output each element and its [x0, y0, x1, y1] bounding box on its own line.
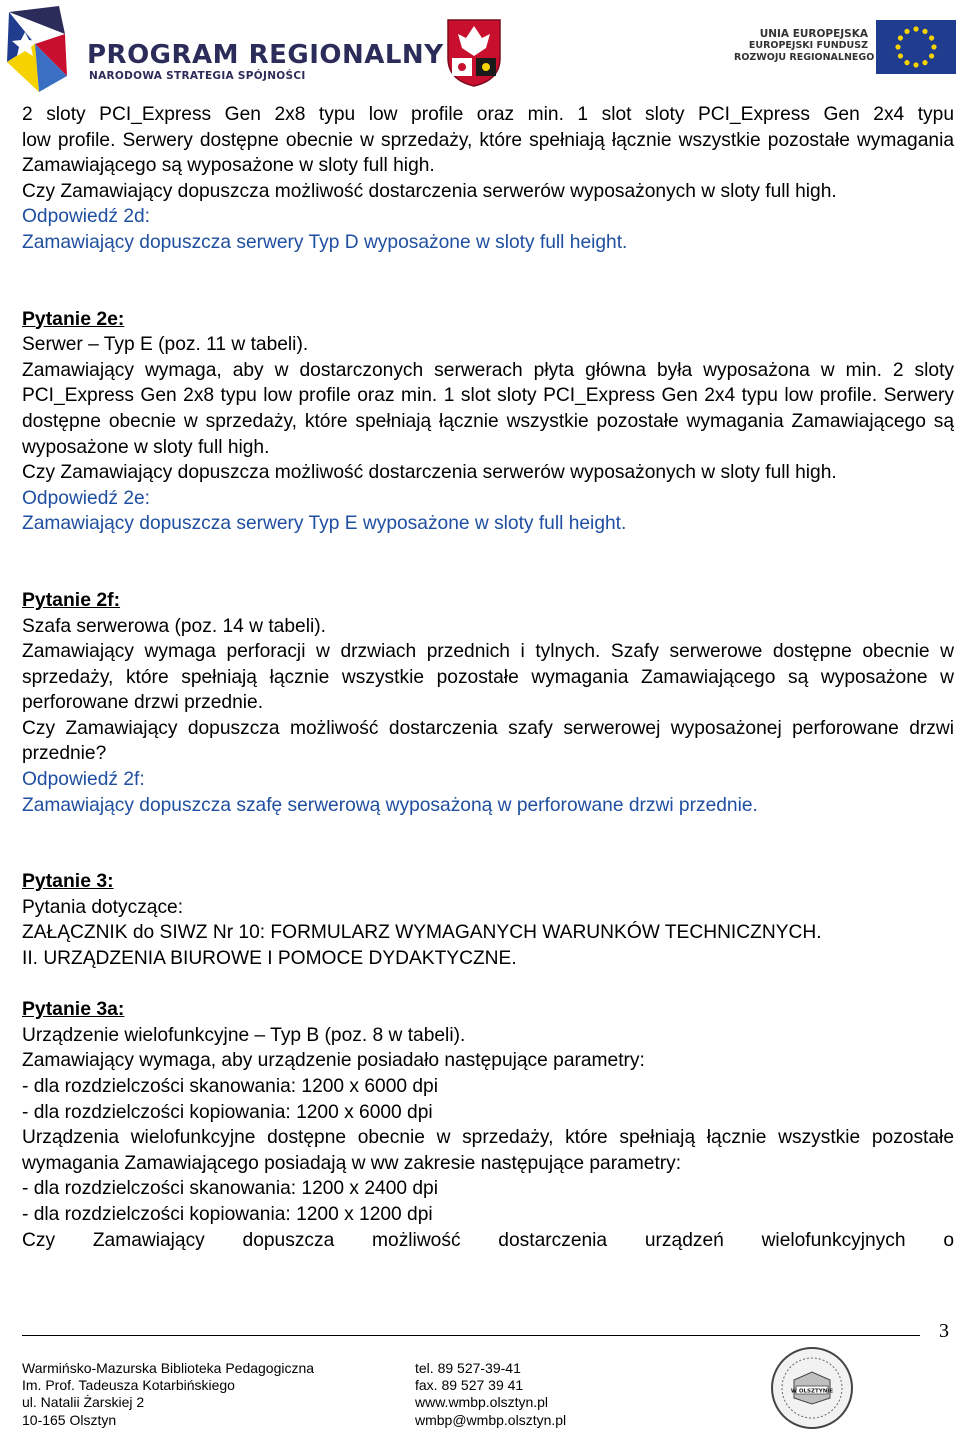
footer-contact	[415, 1360, 566, 1429]
page-header	[0, 0, 960, 95]
program-subtitle: NARODOWA STRATEGIA SPÓJNOŚCI	[89, 70, 306, 82]
eu-title: UNIA EUROPEJSKA	[759, 28, 868, 40]
footer-divider	[22, 1335, 920, 1336]
question-2f-label: Pytanie 2f:	[22, 588, 121, 611]
question-2f-text: Czy Zamawiający dopuszcza możliwość dostarczenia szafy serwerowej wyposażonej perforowane drzwi przednie?	[22, 717, 954, 765]
eu-fund-line2: ROZWOJU REGIONALNEGO	[734, 52, 875, 63]
spacer	[22, 256, 954, 307]
footer-address	[22, 1360, 314, 1429]
paragraph-slots-line1: 2 sloty PCI_Express Gen 2x8 typu low profile oraz min. 1 slot sloty PCI_Express Gen 2x4 typu	[22, 104, 954, 125]
program-title: PROGRAM REGIONALNY	[87, 40, 444, 70]
star-logo-icon	[5, 4, 85, 94]
answer-2e-text: Zamawiający dopuszcza serwery Typ E wyposażone w sloty full height.	[22, 513, 627, 535]
spacer	[22, 537, 954, 588]
program-regionalny-logo	[5, 4, 444, 94]
eu-text-block	[734, 28, 875, 64]
library-seal-icon	[770, 1346, 854, 1430]
question-2e-subject: Serwer – Typ E (poz. 11 w tabeli).	[22, 334, 309, 356]
question-3a-line2: Zamawiający wymaga, aby urządzenie posiadało następujące parametry:	[22, 1050, 645, 1072]
question-3-line1: Pytania dotyczące:	[22, 896, 184, 918]
answer-2f-text: Zamawiający dopuszcza szafę serwerową wyposażoną w perforowane drzwi przednie.	[22, 794, 758, 816]
footer-email-link[interactable]: wmbp@wmbp.olsztyn.pl	[415, 1411, 567, 1428]
question-3-line2: ZAŁĄCZNIK do SIWZ Nr 10: FORMULARZ WYMAGANYCH WARUNKÓW TECHNICZNYCH.	[22, 922, 822, 944]
footer-tel: tel. 89 527-39-41	[415, 1360, 521, 1376]
footer-org-patron: Im. Prof. Tadeusza Kotarbińskiego	[22, 1377, 235, 1394]
question-2d-text: Czy Zamawiający dopuszcza możliwość dostarczenia serwerów wyposażonych w sloty full high.	[22, 180, 837, 202]
question-2e-text: Czy Zamawiający dopuszcza możliwość dostarczenia serwerów wyposażonych w sloty full high.	[22, 462, 837, 484]
question-3a-line3: - dla rozdzielczości skanowania: 1200 x 6000 dpi	[22, 1076, 438, 1097]
question-3a-line7: - dla rozdzielczości kopiowania: 1200 x 1200 dpi	[22, 1203, 433, 1225]
question-3a-line5: Urządzenia wielofunkcyjne dostępne obecnie w sprzedaży, które spełniają łącznie wszystkie pozostałe wymagania Zamawiającego posiadają w ww zakresie następujące parametry:	[22, 1127, 954, 1174]
footer-www-link[interactable]: www.wmbp.olsztyn.pl	[415, 1394, 549, 1411]
question-3a-line1: Urządzenie wielofunkcyjne – Typ B (poz. 8 w tabeli).	[22, 1024, 466, 1046]
footer-city: 10-165 Olsztyn	[22, 1411, 117, 1428]
question-3a-label: Pytanie 3a:	[22, 998, 125, 1021]
answer-2d-label: Odpowiedź 2d:	[22, 206, 150, 228]
footer-street: ul. Natalii Żarskiej 2	[22, 1394, 145, 1411]
answer-2e-label: Odpowiedź 2e:	[22, 487, 150, 509]
footer-fax: fax. 89 527 39 41	[415, 1377, 524, 1394]
question-3-label: Pytanie 3:	[22, 870, 114, 893]
paragraph-slots-rest: low profile. Serwery dostępne obecnie w sprzedaży, które spełniają łącznie wszystkie pozostałe wymagania Zamawiającego są wyposażone w sloty full high.	[22, 129, 954, 177]
question-2e-label: Pytanie 2e:	[22, 307, 125, 330]
spacer	[22, 818, 954, 869]
seal-text: W OLSZTYNIE	[790, 1388, 834, 1395]
question-2f-body: Zamawiający wymaga perforacji w drzwiach przednich i tylnych. Szafy serwerowe dostępne obecnie w sprzedaży, które spełniają łącznie wszystkie pozostałe wymagania Zamawiającego są wyposażone w perforowane drzwi przednie.	[22, 641, 954, 714]
question-3a-line8: Czy Zamawiający dopuszcza możliwość dostarczenia urządzeń wielofunkcyjnych o	[22, 1229, 954, 1251]
footer-org-name: Warmińsko-Mazurska Biblioteka Pedagogiczna	[22, 1360, 315, 1376]
question-2f-subject: Szafa serwerowa (poz. 14 w tabeli).	[22, 615, 326, 637]
coat-of-arms-icon	[446, 18, 502, 88]
answer-2d-text: Zamawiający dopuszcza serwery Typ D wyposażone w sloty full height.	[22, 231, 628, 253]
spacer	[22, 972, 954, 998]
question-3-line3: II. URZĄDZENIA BIUROWE I POMOCE DYDAKTYCZNE.	[22, 948, 517, 970]
page-number: 3	[939, 1320, 949, 1342]
question-3a-line4: - dla rozdzielczości kopiowania: 1200 x 6000 dpi	[22, 1101, 433, 1123]
question-3a-line6: - dla rozdzielczości skanowania: 1200 x 2400 dpi	[22, 1178, 438, 1200]
eu-flag-icon	[876, 20, 956, 74]
document-body	[22, 102, 954, 1253]
question-2e-body: Zamawiający wymaga, aby w dostarczonych serwerach płyta główna była wyposażona w min. 2 sloty PCI_Express Gen 2x8 typu low profile oraz min. 1 slot sloty PCI_Express Gen 2x4 typu low profile. Serwery dostępne obecnie w sprzedaży, które spełniają łącznie wszystkie pozostałe wymagania Zamawiającego są wyposażone w sloty full high.	[22, 359, 954, 458]
answer-2f-label: Odpowiedź 2f:	[22, 769, 145, 791]
eu-fund-line1: EUROPEJSKI FUNDUSZ	[748, 40, 868, 51]
